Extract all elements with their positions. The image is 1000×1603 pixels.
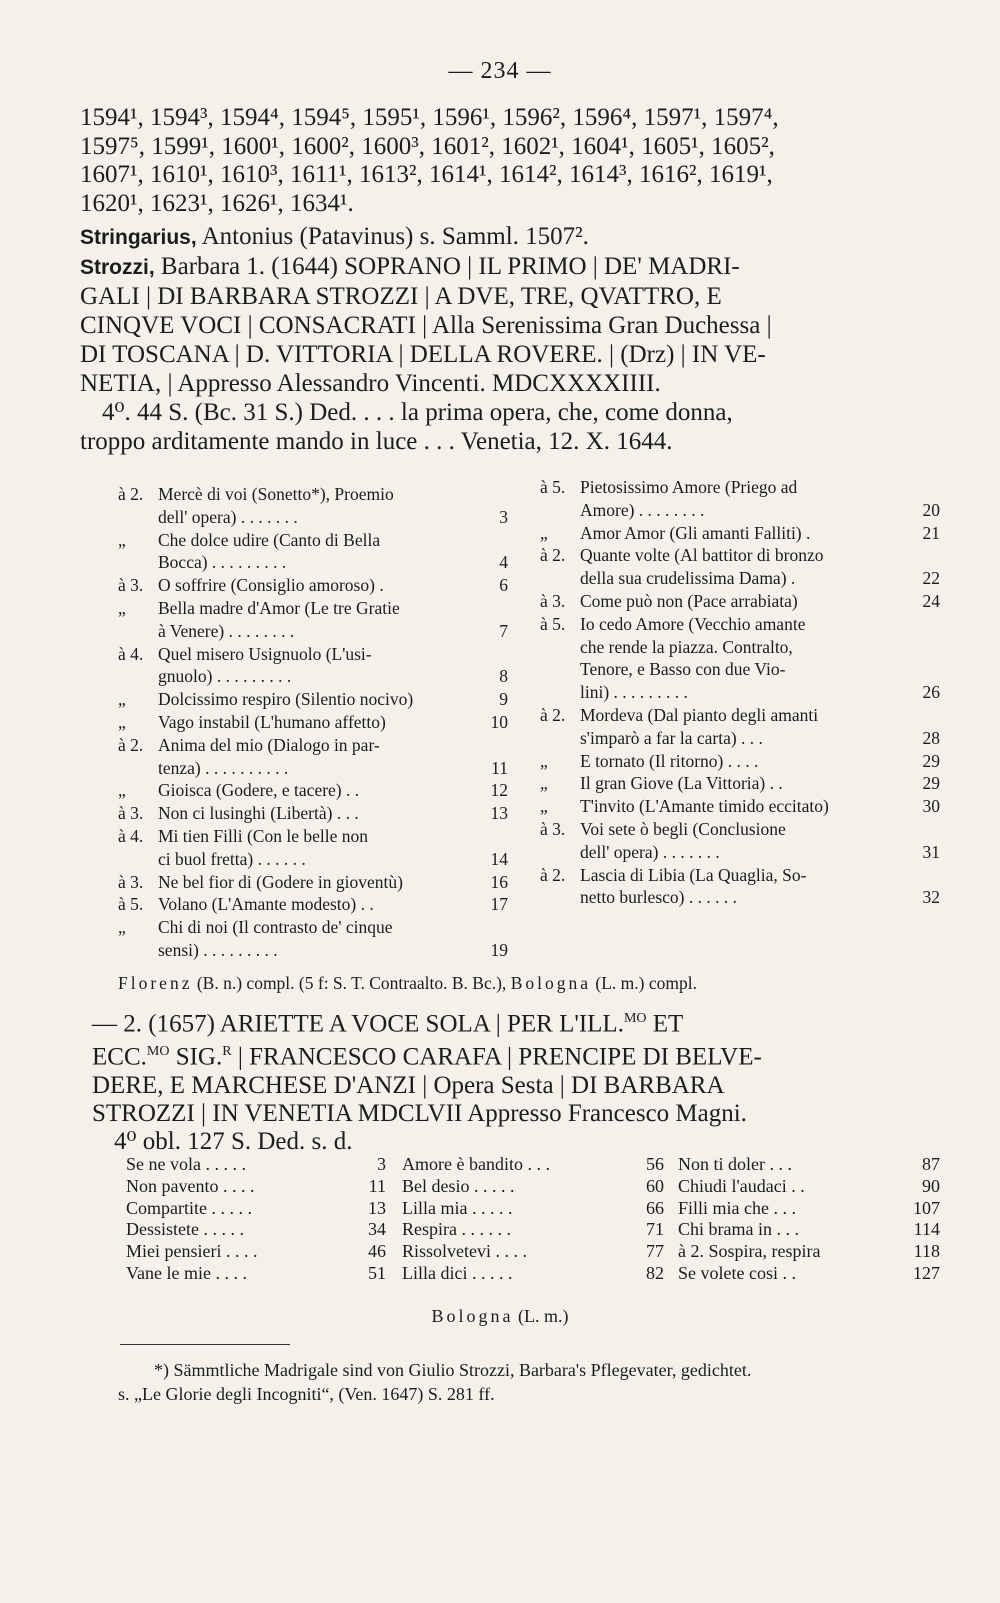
voice-count — [540, 567, 580, 590]
contents-item — [118, 483, 508, 529]
library-holdings-line — [118, 972, 938, 994]
contents-item — [118, 734, 508, 780]
contents-line — [118, 529, 508, 552]
voice-count: à 3. — [540, 818, 566, 839]
index-row — [678, 1198, 940, 1220]
index-page: 90 — [922, 1175, 940, 1196]
strozzi-description-line: troppo arditamente mando in luce . . . Venetia, 12. X. 1644. — [80, 428, 673, 455]
index-column-1 — [126, 1154, 386, 1285]
contents-item — [118, 825, 508, 871]
contents-title: Che dolce udire (Canto di Bella — [158, 529, 381, 550]
page-ref: 9 — [499, 689, 508, 710]
page-ref — [480, 597, 508, 620]
contents-item — [540, 613, 940, 704]
strozzi-title-line — [80, 252, 948, 282]
contents-item — [540, 795, 940, 818]
voice-count — [540, 658, 580, 681]
page-ref — [480, 734, 508, 757]
reference-line: 1594¹, 1594³, 1594⁴, 1594⁵, 1595¹, 1596¹, 1596², 1596⁴, 1597¹, 1597⁴, — [80, 104, 779, 131]
contents-line — [118, 802, 508, 825]
page-ref — [480, 483, 508, 506]
stringarius-text: Antonius (Patavinus) s. Samml. 1507². — [201, 223, 589, 250]
page-ref — [912, 704, 940, 727]
contents-line — [118, 871, 508, 894]
contents-line — [540, 522, 940, 545]
contents-item — [118, 597, 508, 643]
voice-count: à 2. — [118, 484, 144, 504]
page-ref: 21 — [922, 522, 940, 543]
contents-title: Bocca) . . . . . . . . . — [158, 552, 287, 573]
index-title: Amore è bandito . . . — [402, 1154, 550, 1174]
voice-count: „ — [118, 529, 126, 550]
contents-line — [540, 864, 940, 887]
index-page: 34 — [368, 1219, 386, 1240]
page-ref — [912, 613, 940, 636]
index-page: 66 — [646, 1197, 664, 1218]
contents-line — [118, 688, 508, 711]
contents-title: dell' opera) . . . . . . . — [580, 841, 720, 862]
page-ref — [912, 658, 940, 681]
page-ref: 20 — [922, 499, 940, 520]
contents-line — [540, 681, 940, 704]
voice-count: à 4. — [118, 825, 144, 846]
contents-title: Anima del mio (Dialogo in par- — [158, 734, 380, 755]
page-ref — [912, 818, 940, 841]
strozzi-title-line: CINQVE VOCI | CONSACRATI | Alla Serenissima Gran Duchessa | — [80, 312, 772, 339]
voice-count — [118, 757, 158, 780]
index-title: Filli mia che . . . — [678, 1197, 796, 1218]
index-page: 51 — [368, 1262, 386, 1283]
page-ref — [912, 636, 940, 659]
library-details: (L. m.) compl. — [595, 973, 697, 993]
voice-count: à 2. — [540, 864, 566, 885]
page-ref: 30 — [922, 796, 940, 817]
stringarius-entry — [80, 222, 948, 252]
contents-item — [540, 818, 940, 864]
contents-title: lini) . . . . . . . . . — [580, 682, 688, 703]
library-details: (L. m.) — [518, 1306, 569, 1326]
reference-line: 1597⁵, 1599¹, 1600¹, 1600², 1600³, 1601², 1602¹, 1604¹, 1605¹, 1605², — [80, 132, 775, 160]
page-ref: 32 — [922, 887, 940, 908]
voice-count: „ — [118, 780, 126, 801]
page-ref: 28 — [922, 727, 940, 748]
contents-item — [540, 522, 940, 545]
voice-count: „ — [118, 689, 126, 710]
ariette-text: SIG. — [169, 1043, 223, 1071]
strozzi-entry — [80, 222, 948, 456]
ariette-title-line: DERE, E MARCHESE D'ANZI | Opera Sesta | DI BARBARA — [92, 1071, 725, 1099]
strozzi-title-text: Barbara 1. (1644) SOPRANO | IL PRIMO | DE' MADRI- — [160, 253, 740, 280]
page-ref: 13 — [490, 803, 508, 824]
page-ref: 6 — [499, 575, 508, 596]
page-ref — [912, 476, 940, 499]
page-ref: 4 — [499, 552, 508, 573]
contents-title: O soffrire (Consiglio amoroso) . — [158, 575, 384, 596]
page-ref: 29 — [922, 773, 940, 794]
voice-count — [118, 848, 158, 871]
contents-title: Non ci lusinghi (Libertà) . . . — [158, 803, 359, 824]
contents-title: Mordeva (Dal pianto degli amanti — [580, 704, 819, 725]
contents-line — [540, 590, 940, 613]
index-title: Non pavento . . . . — [126, 1175, 255, 1196]
contents-title: Lascia di Libia (La Quaglia, So- — [580, 864, 807, 885]
contents-line — [540, 544, 940, 567]
index-column-3 — [678, 1154, 940, 1285]
voice-count: à 3. — [118, 575, 144, 596]
voice-count: à 4. — [118, 643, 144, 664]
headword-strozzi: Strozzi, — [80, 256, 155, 279]
index-title: Compartite . . . . . — [126, 1197, 252, 1218]
contents-item — [540, 476, 940, 522]
contents-title: Bella madre d'Amor (Le tre Gratie — [158, 597, 400, 618]
contents-line — [118, 939, 508, 962]
voice-count — [118, 551, 158, 574]
ariette-title-line — [92, 1038, 942, 1071]
contents-line — [540, 727, 940, 750]
index-title: Lilla mia . . . . . — [402, 1197, 513, 1218]
page-ref: 8 — [499, 666, 508, 687]
contents-line — [540, 567, 940, 590]
page-ref — [480, 643, 508, 666]
contents-title: Amor Amor (Gli amanti Falliti) . — [580, 522, 811, 543]
index-row — [678, 1263, 940, 1285]
index-row — [402, 1263, 664, 1285]
index-row — [402, 1219, 664, 1241]
voice-count — [540, 841, 580, 864]
voice-count: „ — [540, 522, 548, 543]
contents-line — [540, 613, 940, 636]
library-city: Florenz — [118, 973, 193, 993]
index-title: Chi brama in . . . — [678, 1219, 799, 1240]
contents-item — [118, 893, 508, 916]
contents-title: che rende la piazza. Contralto, — [580, 636, 793, 657]
contents-title: Vago instabil (L'humano affetto) — [158, 711, 386, 732]
contents-line — [540, 886, 940, 909]
voice-count — [540, 727, 580, 750]
contents-title: Quante volte (Al battitor di bronzo — [580, 545, 824, 566]
contents-line — [540, 704, 940, 727]
contents-title: Come può non (Pace arrabiata) — [580, 590, 798, 611]
contents-line — [540, 499, 940, 522]
index-page: 56 — [646, 1154, 664, 1174]
voice-count: „ — [118, 597, 126, 618]
index-row — [678, 1241, 940, 1263]
contents-title: Dolcissimo respiro (Silentio nocivo) — [158, 689, 414, 710]
index-title: Se ne vola . . . . . — [126, 1154, 246, 1174]
ariette-entry — [92, 1005, 942, 1156]
index-row — [678, 1176, 940, 1198]
ariette-text: ET — [646, 1010, 684, 1038]
contents-line — [118, 916, 508, 939]
index-title: Bel desio . . . . . — [402, 1175, 515, 1196]
index-title: Miei pensieri . . . . — [126, 1241, 258, 1262]
contents-title: Voi sete ò begli (Conclusione — [580, 818, 786, 839]
contents-title: Pietosissimo Amore (Priego ad — [580, 477, 798, 497]
contents-line — [540, 841, 940, 864]
page-ref: 31 — [922, 841, 940, 862]
contents-item — [118, 529, 508, 575]
contents-title: Chi di noi (Il contrasto de' cinque — [158, 917, 393, 938]
contents-title: Gioisca (Godere, e tacere) . . — [158, 780, 360, 801]
index-row — [678, 1154, 940, 1176]
voice-count — [540, 886, 580, 909]
page-ref: 26 — [922, 682, 940, 703]
contents-title: gnuolo) . . . . . . . . . — [158, 666, 292, 687]
voice-count — [118, 620, 158, 643]
voice-count — [118, 665, 158, 688]
voice-count — [540, 499, 580, 522]
contents-line — [540, 750, 940, 773]
contents-line — [118, 574, 508, 597]
voice-count: „ — [540, 773, 548, 794]
index-title: Respira . . . . . . — [402, 1219, 511, 1240]
contents-item — [118, 688, 508, 711]
page-ref: 10 — [490, 711, 508, 732]
contents-item — [118, 802, 508, 825]
contents-line — [118, 779, 508, 802]
voice-count: à 3. — [540, 590, 566, 611]
index-title: Dessistete . . . . . — [126, 1219, 244, 1240]
headword-stringarius: Stringarius, — [80, 226, 197, 249]
ariette-description-line: 4⁰ obl. 127 S. Ded. s. d. — [114, 1127, 353, 1155]
contents-title: netto burlesco) . . . . . . — [580, 887, 737, 908]
index-page: 127 — [913, 1262, 940, 1283]
ariette-title-line — [92, 1005, 942, 1038]
page-ref — [480, 529, 508, 552]
voice-count: „ — [540, 750, 548, 771]
contents-line — [118, 734, 508, 757]
footnote-divider — [120, 1344, 290, 1345]
voice-count: „ — [118, 711, 126, 732]
contents-item — [540, 864, 940, 910]
contents-line — [118, 551, 508, 574]
index-title: Non ti doler . . . — [678, 1154, 792, 1174]
contents-title: T'invito (L'Amante timido eccitato) — [580, 796, 829, 817]
index-row — [126, 1263, 386, 1285]
page-number: — 234 — — [448, 58, 552, 84]
voice-count — [118, 506, 158, 529]
page-ref: 3 — [499, 506, 508, 527]
voice-count: à 2. — [540, 545, 566, 566]
footnote-line: s. „Le Glorie degli Incogniti“, (Ven. 1647) S. 281 ff. — [118, 1384, 495, 1404]
contents-title: tenza) . . . . . . . . . . — [158, 757, 289, 778]
library-details: (B. n.) compl. (5 f: S. T. Contraalto. B. Bc.), — [196, 973, 507, 993]
contents-line — [118, 620, 508, 643]
contents-title: Quel misero Usignuolo (L'usi- — [158, 643, 372, 664]
index-row — [126, 1219, 386, 1241]
voice-count — [118, 939, 158, 962]
library-holdings-line-2 — [0, 1306, 1000, 1327]
contents-title: Mi tien Filli (Con le belle non — [158, 825, 368, 846]
voice-count: „ — [540, 796, 548, 817]
contents-title: E tornato (Il ritorno) . . . . — [580, 750, 759, 771]
contents-column-right — [540, 476, 940, 909]
contents-title: Volano (L'Amante modesto) . . — [158, 894, 374, 915]
strozzi-description-line: 4⁰. 44 S. (Bc. 31 S.) Ded. . . . la prima opera, che, come donna, — [102, 399, 733, 426]
contents-title: Io cedo Amore (Vecchio amante — [580, 613, 806, 634]
contents-item — [118, 916, 508, 962]
contents-item — [118, 574, 508, 597]
contents-item — [118, 711, 508, 734]
contents-item — [118, 779, 508, 802]
voice-count — [540, 636, 580, 659]
contents-title: Il gran Giove (La Vittoria) . . — [580, 773, 783, 794]
page-ref: 16 — [490, 871, 508, 892]
contents-line — [540, 658, 940, 681]
contents-title: dell' opera) . . . . . . . — [158, 506, 298, 527]
contents-title: Tenore, e Basso con due Vio- — [580, 659, 786, 680]
voice-count — [540, 681, 580, 704]
contents-item — [540, 544, 940, 590]
page-ref — [480, 825, 508, 848]
library-city: Bologna — [431, 1306, 514, 1326]
index-column-2 — [402, 1154, 664, 1285]
contents-line — [118, 665, 508, 688]
footnote — [118, 1358, 948, 1406]
voice-count: à 2. — [118, 734, 144, 755]
index-row — [402, 1198, 664, 1220]
footnote-line: *) Sämmtliche Madrigale sind von Giulio Strozzi, Barbara's Pflegevater, gedichtet. — [154, 1360, 752, 1380]
index-page: 13 — [368, 1197, 386, 1218]
voice-count: „ — [118, 917, 126, 938]
contents-line — [118, 597, 508, 620]
index-page: 118 — [913, 1241, 940, 1262]
index-page: 3 — [377, 1154, 386, 1174]
index-title: Rissolvetevi . . . . — [402, 1241, 527, 1262]
ariette-text: ECC. — [92, 1043, 147, 1071]
contents-line — [118, 757, 508, 780]
contents-line — [540, 636, 940, 659]
index-title: à 2. Sospira, respira — [678, 1241, 821, 1262]
index-page: 71 — [646, 1219, 664, 1240]
contents-line — [540, 772, 940, 795]
index-title: Chiudi l'audaci . . — [678, 1175, 805, 1196]
ariette-text: — 2. (1657) ARIETTE A VOCE SOLA | PER L'ILL. — [92, 1010, 624, 1038]
contents-line — [118, 506, 508, 529]
contents-item — [540, 750, 940, 773]
contents-line — [540, 795, 940, 818]
page-ref: 7 — [499, 620, 508, 641]
contents-line — [118, 711, 508, 734]
contents-title: della sua crudelissima Dama) . — [580, 568, 796, 589]
index-row — [126, 1176, 386, 1198]
contents-item — [118, 871, 508, 894]
contents-line — [118, 848, 508, 871]
page-ref: 29 — [922, 750, 940, 771]
voice-count: à 3. — [118, 803, 144, 824]
page-ref: 19 — [490, 939, 508, 960]
ariette-superscript: MO — [146, 1044, 170, 1060]
page-ref: 12 — [490, 780, 508, 801]
index-row — [126, 1154, 386, 1176]
voice-count: à 5. — [118, 894, 144, 915]
index-row — [402, 1241, 664, 1263]
strozzi-title-line: DI TOSCANA | D. VITTORIA | DELLA ROVERE. | (Drz) | IN VE- — [80, 341, 766, 368]
voice-count: à 5. — [540, 477, 566, 497]
page-ref — [912, 864, 940, 887]
index-row — [402, 1176, 664, 1198]
contents-item — [118, 643, 508, 689]
index-page: 87 — [922, 1154, 940, 1174]
contents-line — [118, 893, 508, 916]
index-page: 107 — [913, 1197, 940, 1218]
contents-line — [540, 818, 940, 841]
voice-count: à 3. — [118, 871, 144, 892]
voice-count: à 2. — [540, 704, 566, 725]
contents-title: ci buol fretta) . . . . . . — [158, 848, 306, 869]
page-ref — [912, 544, 940, 567]
index-page: 11 — [368, 1175, 386, 1196]
page-ref: 24 — [922, 590, 940, 611]
ariette-text: | FRANCESCO CARAFA | PRENCIPE DI BELVE- — [231, 1043, 762, 1071]
contents-title: Mercè di voi (Sonetto*), Proemio — [158, 484, 394, 504]
ariette-title-line: STROZZI | IN VENETIA MDCLVII Appresso Francesco Magni. — [92, 1099, 747, 1127]
reference-line: 1607¹, 1610¹, 1610³, 1611¹, 1613², 1614¹, 1614², 1614³, 1616², 1619¹, — [80, 161, 773, 188]
page-ref: 14 — [490, 848, 508, 869]
page-ref: 11 — [491, 757, 508, 778]
contents-title: Amore) . . . . . . . . — [580, 499, 705, 520]
ariette-superscript: R — [222, 1044, 232, 1060]
reference-list — [80, 104, 940, 218]
index-row — [126, 1198, 386, 1220]
contents-title: à Venere) . . . . . . . . — [158, 620, 295, 641]
index-page: 114 — [913, 1219, 940, 1240]
strozzi-title-line: GALI | DI BARBARA STROZZI | A DVE, TRE, QVATTRO, E — [80, 283, 722, 310]
index-page: 60 — [646, 1175, 664, 1196]
contents-item — [540, 772, 940, 795]
index-title: Se volete cosi . . — [678, 1262, 796, 1283]
contents-column-left — [118, 483, 508, 962]
index-title: Lilla dici . . . . . — [402, 1262, 513, 1283]
contents-line — [540, 476, 940, 499]
index-row — [678, 1219, 940, 1241]
index-page: 46 — [368, 1241, 386, 1262]
voice-count: à 5. — [540, 613, 566, 634]
contents-line — [118, 643, 508, 666]
contents-item — [540, 704, 940, 750]
library-city: Bologna — [510, 973, 591, 993]
ariette-superscript: MO — [623, 1011, 647, 1026]
index-page: 82 — [646, 1262, 664, 1283]
contents-line — [118, 483, 508, 506]
contents-title: s'imparò a far la carta) . . . — [580, 727, 763, 748]
page-ref: 17 — [490, 894, 508, 915]
reference-line: 1620¹, 1623¹, 1626¹, 1634¹. — [80, 189, 354, 217]
contents-title: sensi) . . . . . . . . . — [158, 939, 278, 960]
page-ref: 22 — [922, 568, 940, 589]
contents-title: Ne bel fior di (Godere in gioventù) — [158, 871, 403, 892]
strozzi-title-line: NETIA, | Appresso Alessandro Vincenti. MDCXXXXIIII. — [80, 370, 661, 397]
index-row — [402, 1154, 664, 1176]
contents-item — [540, 590, 940, 613]
index-row — [126, 1241, 386, 1263]
contents-line — [118, 825, 508, 848]
index-title: Vane le mie . . . . — [126, 1262, 247, 1283]
index-page: 77 — [646, 1241, 664, 1262]
page-ref — [480, 916, 508, 939]
